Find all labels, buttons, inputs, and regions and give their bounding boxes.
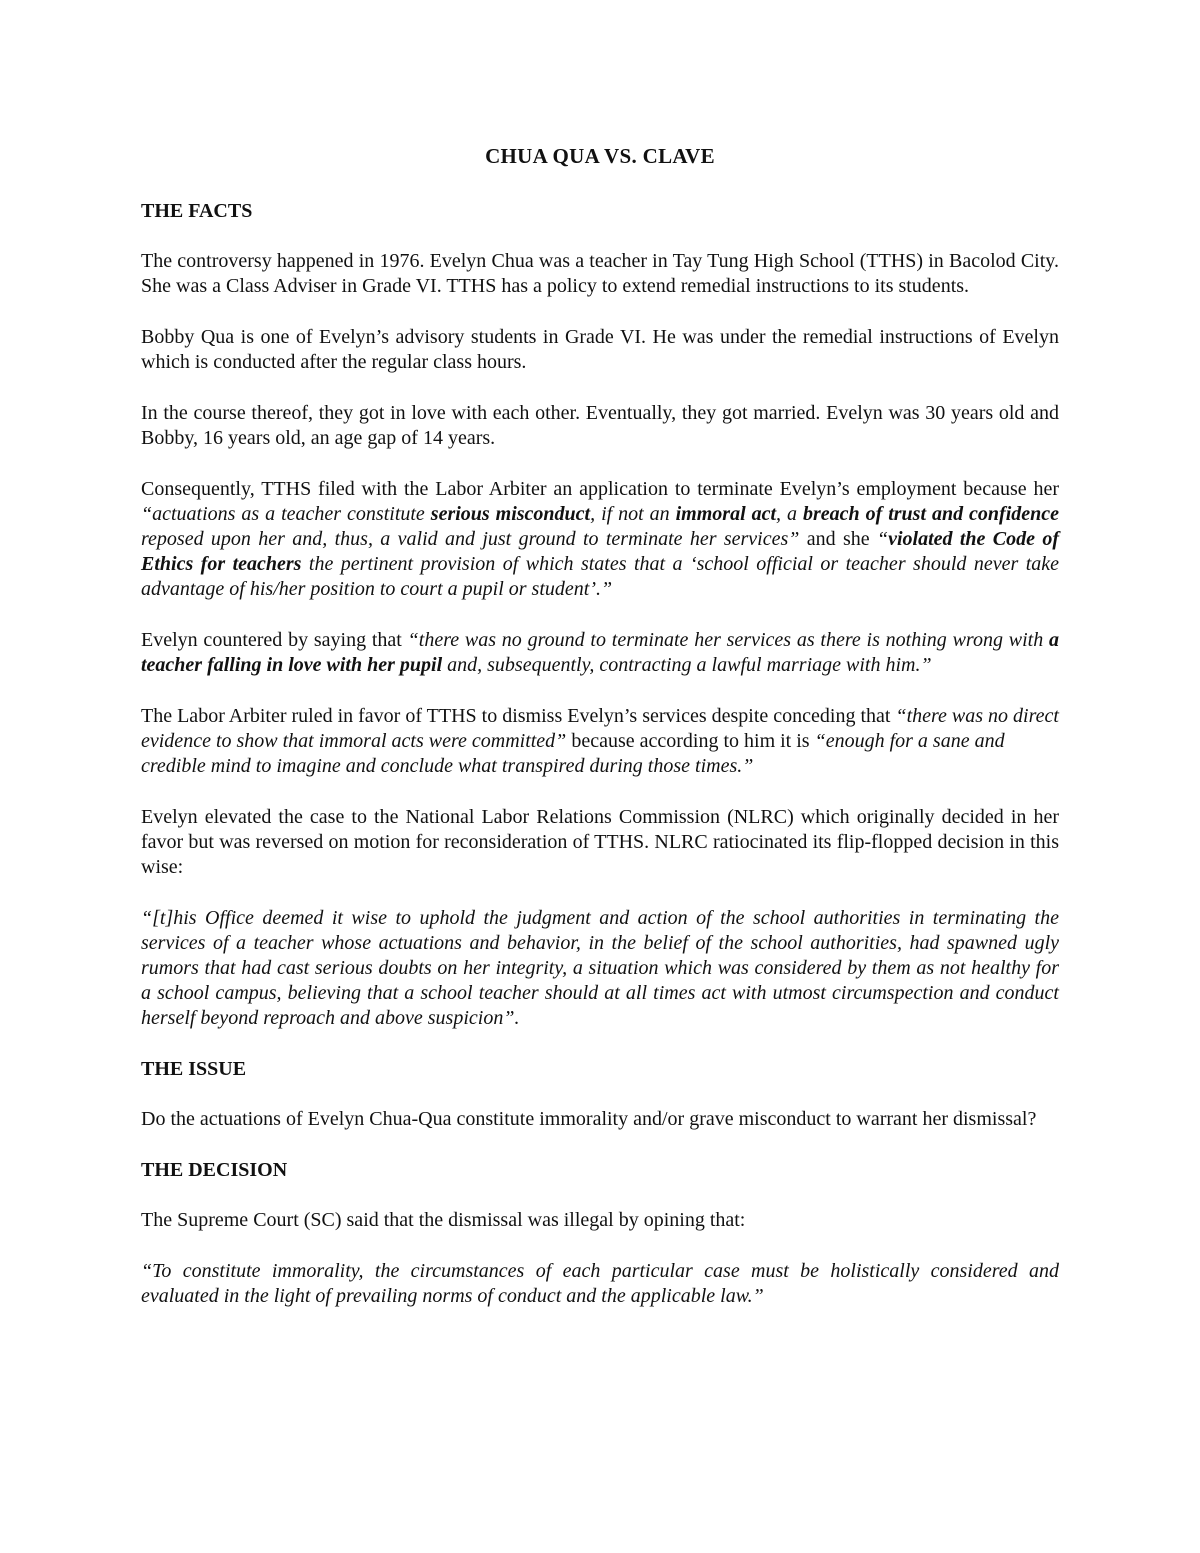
facts-paragraph-1: The controversy happened in 1976. Evelyn Chua was a teacher in Tay Tung High School (TTHS) in Bacolod City. She was a Class Adviser in Grade VI. TTHS has a policy to extend remedial instructions to its students. (141, 250, 1059, 297)
facts-p4-quote-open: “actuations as a teacher constitute (141, 503, 431, 525)
issue-heading: THE ISSUE (141, 1058, 247, 1080)
facts-p6-text-d: “enough for a sane and credible mind to imagine and conclude what transpired during those times.” (141, 730, 1005, 777)
document-title: CHUA QUA VS. CLAVE (485, 144, 715, 168)
decision-paragraph-1: The Supreme Court (SC) said that the dismissal was illegal by opining that: (141, 1209, 746, 1231)
facts-paragraph-8-quote: “[t]his Office deemed it wise to uphold the judgment and action of the school authorities in terminating the services of a teacher whose actuations and behavior, in the belief of the school authorities, had spawned ugly rumors that had cast serious doubts on her integrity, a situation which was considered by them as not healthy for a school campus, believing that a school teacher should at all times act with utmost circumspection and conduct herself beyond reproach and above suspicion”. (141, 907, 1059, 1029)
facts-p4-text-h: reposed upon her and, thus, a valid and just ground to terminate her services” (141, 528, 800, 550)
facts-p5-text-d: and, subsequently, contracting a lawful marriage with him.” (442, 654, 932, 676)
facts-paragraph-3: In the course thereof, they got in love with each other. Eventually, they got married. Evelyn was 30 years old and Bobby, 16 years old, an age gap of 14 years. (141, 402, 1059, 449)
facts-p6-text-c: because according to him it is (566, 730, 815, 752)
decision-heading: THE DECISION (141, 1159, 288, 1181)
facts-p4-serious-misconduct: serious misconduct (430, 503, 591, 525)
facts-p4-text-a: Consequently, TTHS filed with the Labor Arbiter an application to terminate Evelyn’s employment because her (141, 478, 1059, 500)
facts-p4-text-f: , a (776, 503, 803, 525)
facts-paragraph-6 (141, 704, 1059, 779)
facts-p5-text-a: Evelyn countered by saying that (141, 629, 408, 651)
facts-paragraph-5 (141, 628, 1059, 678)
facts-paragraph-7: Evelyn elevated the case to the National Labor Relations Commission (NLRC) which originally decided in her favor but was reversed on motion for reconsideration of TTHS. NLRC ratiocinated its flip-flopped decision in this wise: (141, 806, 1059, 878)
facts-p5-text-b: “there was no ground to terminate her services as there is nothing wrong with (407, 629, 1049, 651)
facts-p4-breach-of-trust: breach of trust and confidence (802, 503, 1060, 525)
facts-p4-text-l: the pertinent provision of which states that a ‘school official or teacher should never take advantage of his/her position to court a pupil or student’.” (141, 553, 1060, 600)
facts-p5-falling-in-love: a teacher falling in love with her pupil (141, 629, 1059, 676)
facts-p4-code-of-ethics: violated the Code of Ethics for teachers (141, 528, 1059, 575)
facts-p4-text-d: , if not an (590, 503, 676, 525)
facts-heading: THE FACTS (141, 200, 253, 222)
facts-p4-quote-mark: “ (876, 528, 889, 550)
issue-paragraph-1: Do the actuations of Evelyn Chua-Qua constitute immorality and/or grave misconduct to warrant her dismissal? (141, 1108, 1037, 1130)
facts-p6-text-b: “there was no direct evidence to show that immoral acts were committed” (141, 705, 1059, 752)
facts-p6-text-a: The Labor Arbiter ruled in favor of TTHS to dismiss Evelyn’s services despite conceding that (141, 705, 896, 727)
facts-p4-immoral-act: immoral act (675, 503, 777, 525)
facts-p4-text-i: and she (799, 528, 877, 550)
facts-paragraph-4 (141, 477, 1059, 602)
facts-paragraph-2: Bobby Qua is one of Evelyn’s advisory students in Grade VI. He was under the remedial instructions of Evelyn which is conducted after the regular class hours. (141, 326, 1059, 373)
decision-paragraph-2-quote: “To constitute immorality, the circumstances of each particular case must be holistically considered and evaluated in the light of prevailing norms of conduct and the applicable law.” (141, 1260, 1059, 1307)
